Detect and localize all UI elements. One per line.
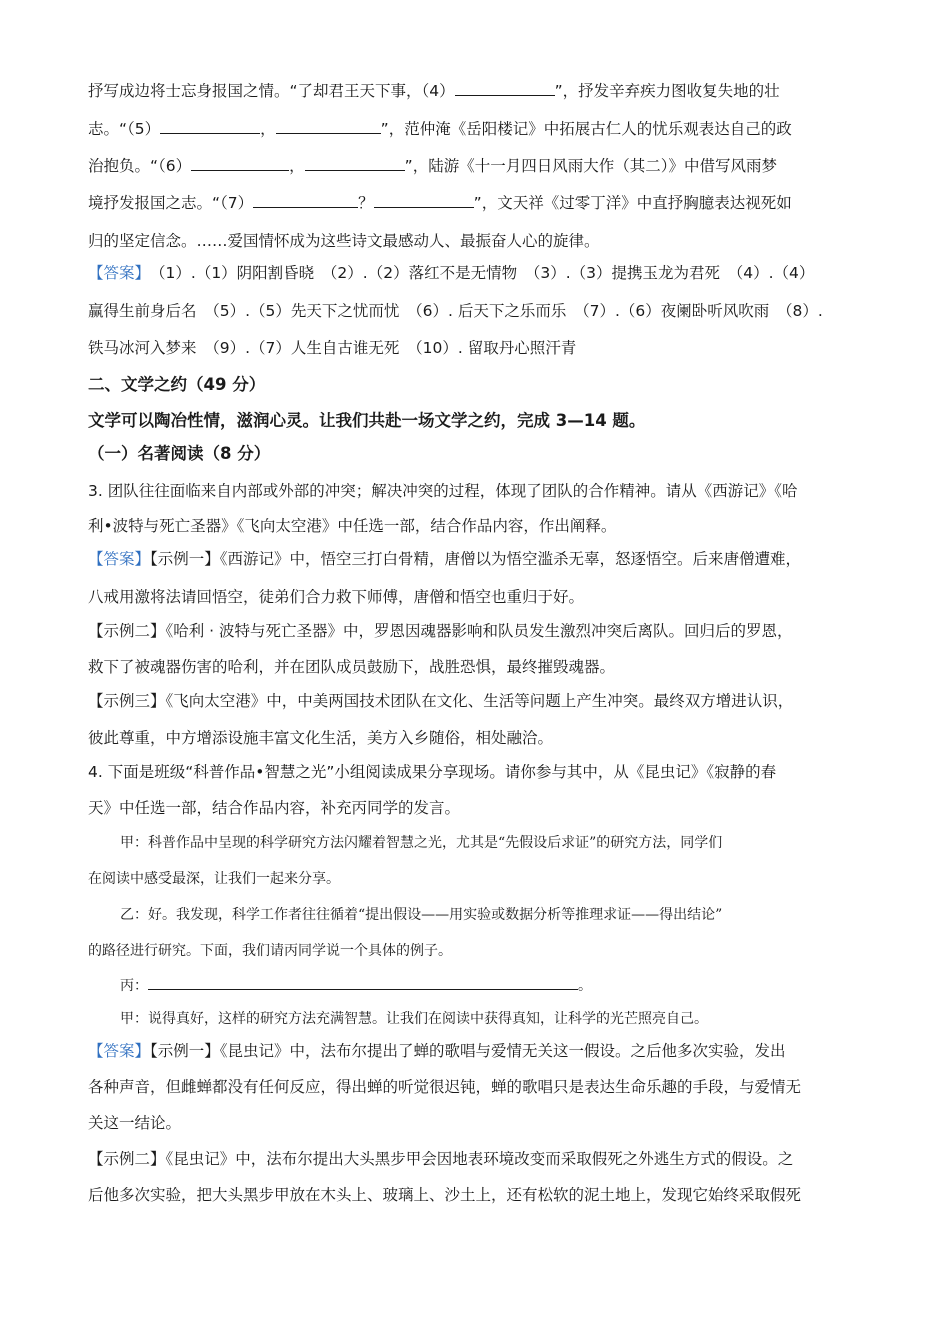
line-text: 归的坚定信念。……爱国情怀成为这些诗文最感动人、最振奋人心的旋律。 <box>88 232 600 250</box>
answer-tag: 【答案】 <box>88 264 143 282</box>
q3-example-2-line-1: 【示例二】《哈利 · 波特与死亡圣器》中，罗恩因魂器影响和队员发生激烈冲突后离队。回归后的罗恩， <box>88 622 793 640</box>
dialogue-jia-2: 在阅读中感受最深，让我们一起来分享。 <box>88 871 340 887</box>
section-heading: 二、文学之约（49 分） <box>88 375 266 394</box>
fill-line-3 <box>88 155 862 177</box>
line-text: ， <box>289 157 305 175</box>
q3-answer-line-1 <box>88 548 862 570</box>
answer-blank[interactable] <box>160 119 260 134</box>
answer-tag: 【答案】 <box>88 1042 151 1060</box>
question-3-line-2: 利•波特与死亡圣器》《飞向太空港》中任选一部，结合作品内容，作出阐释。 <box>88 517 617 535</box>
dialogue-yi-2: 的路径进行研究。下面，我们请丙同学说一个具体的例子。 <box>88 943 452 959</box>
q4-example-2-line-1: 【示例二】《昆虫记》中，法布尔提出大头黑步甲会因地表环境改变而采取假死之外逃生方式的假设。之 <box>88 1150 794 1168</box>
line-text: ”，范仲淹《岳阳楼记》中拓展古仁人的忧乐观表达自己的政 <box>380 120 792 138</box>
line-text: 治抱负。“（6） <box>88 157 192 175</box>
fill-line-1 <box>88 80 862 102</box>
line-text: 志。“（5） <box>88 120 161 138</box>
q3-answer-line-2: 八戒用激将法请回悟空，徒弟们合力救下师傅，唐僧和悟空也重归于好。 <box>88 588 585 606</box>
line-text: ”，陆游《十一月四日风雨大作（其二）》中借写风雨梦 <box>404 157 777 175</box>
dialogue-yi-1: 乙：好。我发现，科学工作者往往循着“提出假设——用实验或数据分析等推理求证——得出结论” <box>120 907 723 923</box>
line-text: 抒写成边将士忘身报国之情。“了却君王天下事，（4） <box>88 82 455 100</box>
answer-text: 【示例一】《西游记》中，悟空三打白骨精，唐僧以为悟空滥杀无辜，怒逐悟空。后来唐僧遭难， <box>150 550 802 568</box>
q3-example-3-line-2: 彼此尊重，中方增添设施丰富文化生活，美方入乡随俗，相处融洽。 <box>88 729 554 747</box>
fill-line-4 <box>88 192 862 214</box>
dialogue-jia-3: 甲：说得真好，这样的研究方法充满智慧。让我们在阅读中获得真知，让科学的光芒照亮自己。 <box>120 1011 708 1027</box>
line-text: ”，文天祥《过零丁洋》中直抒胸臆表达视死如 <box>473 194 792 212</box>
fill-line-2 <box>88 118 862 140</box>
line-text: ？ <box>358 194 374 212</box>
dialogue-jia-1: 甲：科普作品中呈现的科学研究方法闪耀着智慧之光，尤其是“先假设后求证”的研究方法，同学们 <box>120 835 723 851</box>
q3-example-2-line-2: 救下了被魂器伤害的哈利，并在团队成员鼓励下，战胜恐惧，最终摧毁魂器。 <box>88 658 616 676</box>
question-4-line-1: 4. 下面是班级“科普作品•智慧之光”小组阅读成果分享现场。请你参与其中，从《昆虫记》《寂静的春 <box>88 763 777 781</box>
line-text: 境抒发报国之志。“（7） <box>88 194 254 212</box>
answer-blank[interactable] <box>455 81 555 96</box>
fill-line-5 <box>88 230 862 252</box>
question-4-line-2: 天》中任选一部，结合作品内容，补充丙同学的发言。 <box>88 799 461 817</box>
answer-text: （1）.（1）阴阳割昏晓 （2）.（2）落红不是无情物 （3）.（3）提携玉龙为君死 （4）.（4） <box>157 264 815 282</box>
answer-blank[interactable] <box>374 193 474 208</box>
period: 。 <box>578 978 592 994</box>
section-intro: 文学可以陶冶性情，滋润心灵。让我们共赴一场文学之约，完成 3—14 题。 <box>88 411 646 430</box>
answer-line-2: 赢得生前身后名 （5）.（5）先天下之忧而忧 （6）. 后天下之乐而乐 （7）.（6）夜阑卧听风吹雨 （8）. <box>88 302 823 320</box>
q4-answer-line-3: 关这一结论。 <box>88 1114 182 1132</box>
line-text: ， <box>260 120 276 138</box>
answer-blank[interactable] <box>253 193 358 208</box>
answer-blank[interactable] <box>191 156 289 171</box>
answer-line-1 <box>88 262 862 284</box>
subsection-heading: （一）名著阅读（8 分） <box>88 444 271 463</box>
q4-answer-line-2: 各种声音，但雌蝉都没有任何反应，得出蝉的听觉很迟钝，蝉的歌唱只是表达生命乐趣的手段，与爱情无 <box>88 1078 802 1096</box>
q4-example-2-line-2: 后他多次实验，把大头黑步甲放在木头上、玻璃上、沙土上，还有松软的泥土地上，发现它始终采取假死 <box>88 1186 802 1204</box>
question-3-line-1: 3. 团队往往面临来自内部或外部的冲突；解决冲突的过程，体现了团队的合作精神。请从《西游记》《哈 <box>88 482 798 500</box>
dialogue-bing <box>120 975 862 997</box>
q4-answer-line-1 <box>88 1040 862 1062</box>
answer-blank[interactable] <box>276 119 381 134</box>
speaker-label: 丙： <box>120 978 148 994</box>
answer-blank[interactable] <box>305 156 405 171</box>
answer-line-3: 铁马冰河入梦来 （9）.（7）人生自古谁无死 （10）. 留取丹心照汗青 <box>88 339 577 357</box>
answer-blank[interactable] <box>148 975 578 990</box>
q3-example-3-line-1: 【示例三】《飞向太空港》中，中美两国技术团队在文化、生活等问题上产生冲突。最终双方增进认识， <box>88 692 794 710</box>
line-text: ”，抒发辛弃疾力图收复失地的壮 <box>554 82 780 100</box>
answer-tag: 【答案】 <box>88 550 151 568</box>
answer-text: 【示例一】《昆虫记》中，法布尔提出了蝉的歌唱与爱情无关这一假设。之后他多次实验，发出 <box>150 1042 786 1060</box>
